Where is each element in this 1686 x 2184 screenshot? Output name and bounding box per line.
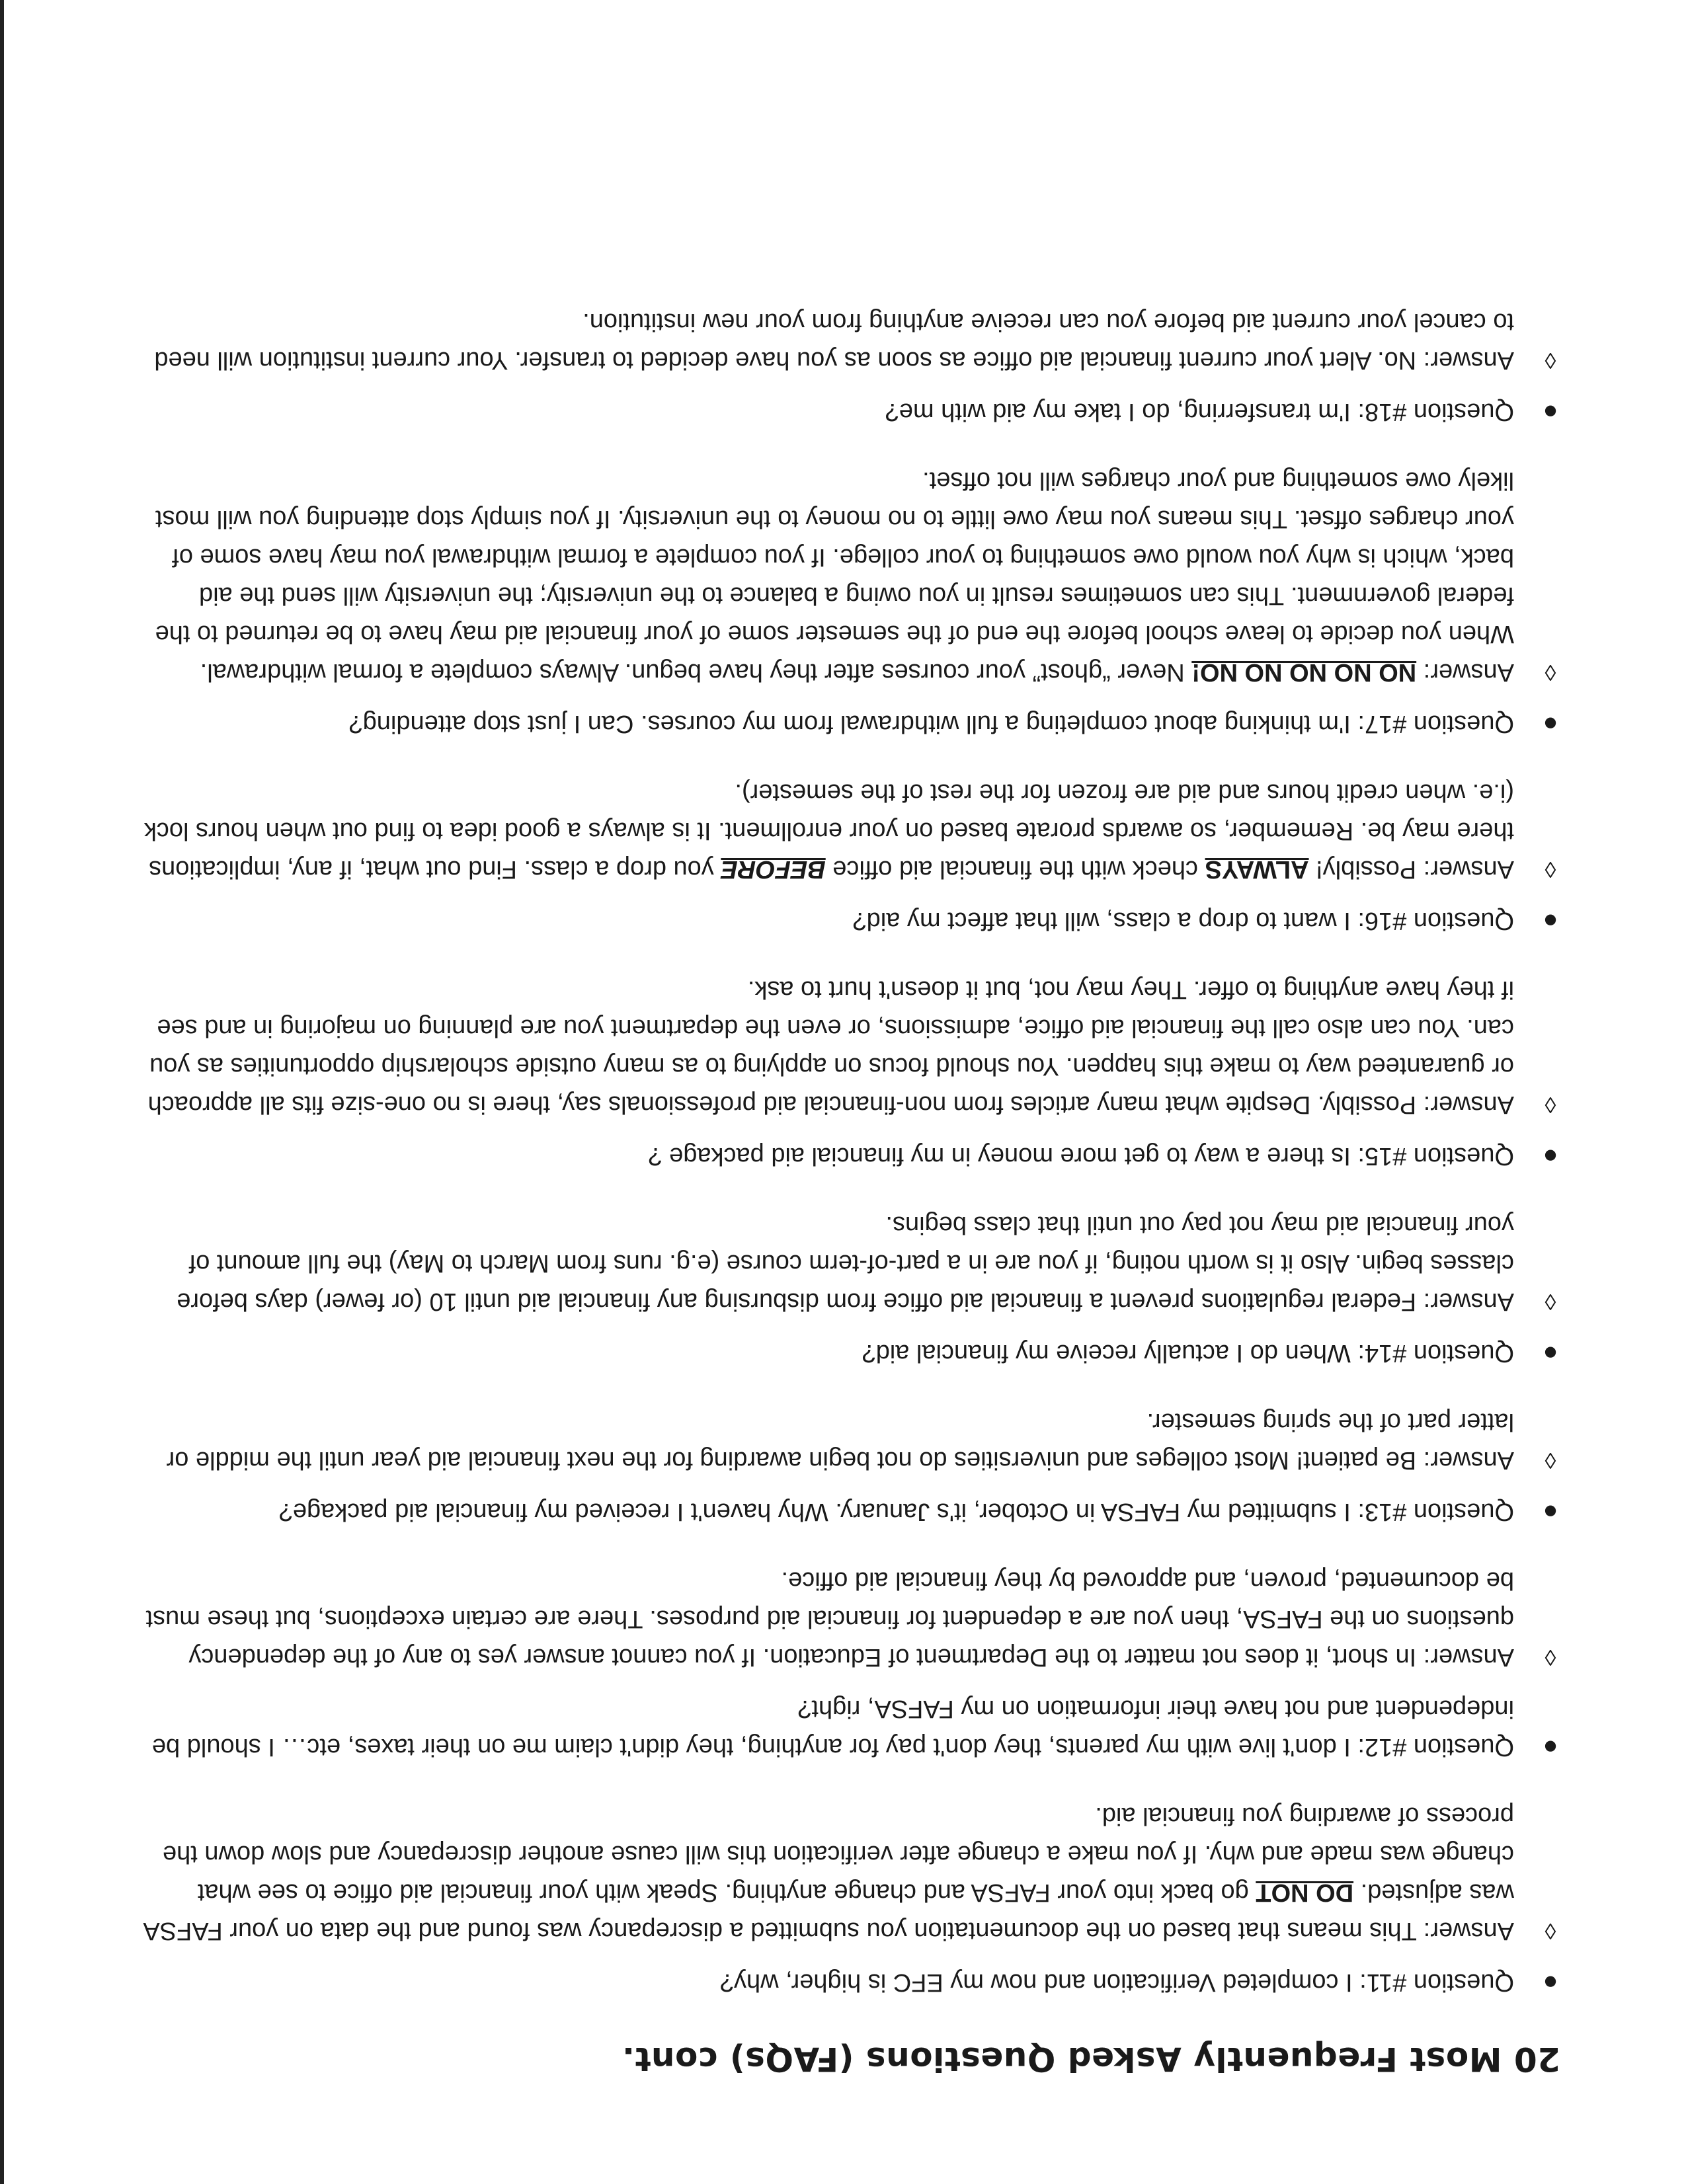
emphasis-text: DO NOT <box>1256 1879 1354 1906</box>
answer-text: Answer: This means that based on the documentation you submitted a discrepancy was found and the data on your FAFSA was adjusted. <box>144 1879 1514 1945</box>
faq-item-17 <box>139 461 1560 743</box>
faq-item-14 <box>139 1206 1560 1372</box>
answer-text: Answer: Possibly. Despite what many articles from non-financial aid professionals say, there is no one-size fits all approach or guaranteed way to make this happen. You should focus on applying to as many outside scholarship opportunities as you can. You can also call the financial aid office, admissions, or even the department you are planning on majoring in and see if they have anything to offer. They may not, but it doesn't hurt to ask. <box>147 976 1514 1118</box>
scan-edge-border <box>0 0 4 2184</box>
answer-text: Answer: In short, it does not matter to the Department of Education. If you cannot answer yes to any of the dependency questions on the FAFSA, then you are a dependent for financial aid purposes. There are certain exceptions, but these must be documented, proven, and approved by they financial aid office. <box>145 1567 1514 1671</box>
answer-text: Answer: No. Alert your current financial aid office as soon as you have decided to transfer. Your current institution will need to cancel your current aid before you can receive anything from your new institution. <box>154 308 1514 374</box>
faq-item-11 <box>139 1797 1560 2002</box>
answer-text: you drop a class. Find out what, if any, implications there may be. Remember, so awards prorate based on your enrollment. It is always a good idea to find out when hours lock (i.e. when credit hours and aid are frozen for the rest of the semester). <box>143 779 1514 883</box>
page-title: 20 Most Frequently Asked Questions (FAQs) cont. <box>622 2040 1560 2078</box>
diamond-icon: ◊ <box>1545 660 1556 685</box>
emphasis-text: BEFORE <box>721 855 826 883</box>
answer-text: Answer: Be patient! Most colleges and universities do not begin awarding for the next financial aid year until the middle or latter part of the spring semester. <box>166 1408 1514 1474</box>
faq-item-15 <box>139 970 1560 1175</box>
bullet-icon: ● <box>1543 1733 1558 1761</box>
faq-item-16 <box>139 773 1560 940</box>
faq-item-12 <box>139 1561 1560 1766</box>
question-text: Question #16: I want to drop a class, will that affect my aid? <box>852 907 1514 935</box>
bullet-icon: ● <box>1543 1969 1558 1996</box>
bullet-icon: ● <box>1543 1498 1558 1526</box>
answer-text: go back into your FAFSA and change anything. Speak with your financial aid office to see what change was made and why. If you make a change after verification this will cause another discrepancy and slow down the process of awarding you financial aid. <box>163 1802 1514 1906</box>
answer-text: check with the financial aid office <box>825 855 1205 883</box>
answer-text: Answer: Possibly! <box>1308 855 1514 883</box>
emphasis-text: NO NO NO NO NO! <box>1191 658 1417 686</box>
question-text: Question #17: I'm thinking about completing a full withdrawal from my courses. Can I just stop attending? <box>348 710 1514 738</box>
bullet-icon: ● <box>1543 398 1558 426</box>
answer-text: Answer: <box>1416 658 1514 686</box>
question-text: Question #15: Is there a way to get more money in my financial aid package ? <box>648 1142 1514 1170</box>
question-text: Question #12: I don't live with my parents, they don't pay for anything, they didn't claim me on their taxes, etc… I should be independent and not have their information on my FAFSA, right? <box>151 1695 1514 1761</box>
bullet-icon: ● <box>1543 1142 1558 1170</box>
diamond-icon: ◊ <box>1545 1645 1556 1670</box>
diamond-icon: ◊ <box>1545 1918 1556 1943</box>
document-body <box>139 272 1560 2078</box>
faq-item-13 <box>139 1403 1560 1531</box>
diamond-icon: ◊ <box>1545 1448 1556 1473</box>
diamond-icon: ◊ <box>1545 1092 1556 1117</box>
answer-text: Never “ghost” your courses after they have begun. Always complete a formal withdrawal. When you decide to leave school before the end of the semester some of your financial aid may have to be returned to the federal government. This can sometimes result in you owing a balance to the university; the university will send the aid back, which is why you would owe something to your college. If you complete a formal withdrawal you may have some of your charges offset. This means you may owe little to no money to the university. If you simply stop attending you will most likely owe something and your charges will not offset. <box>155 467 1514 686</box>
faq-item-18 <box>139 303 1560 431</box>
diamond-icon: ◊ <box>1545 348 1556 373</box>
question-text: Question #14: When do I actually receive my financial aid? <box>862 1339 1514 1367</box>
question-text: Question #18: I'm transferring, do I take my aid with me? <box>885 398 1514 426</box>
question-text: Question #13: I submitted my FAFSA in October, it's January. Why haven't I received my financial aid package? <box>278 1498 1514 1526</box>
diamond-icon: ◊ <box>1545 1289 1556 1314</box>
answer-text: Answer: Federal regulations prevent a financial aid office from disbursing any financial aid until 10 (or fewer) days before classes begin. Also it is worth noting, if you are in a part-of-term course (e.g. runs from March to May) the full amount of your financial aid may not pay out until that class begins. <box>177 1211 1514 1315</box>
question-text: Question #11: I completed Verification and now my EFC is higher, why? <box>719 1969 1514 1996</box>
bullet-icon: ● <box>1543 907 1558 935</box>
emphasis-text: ALWAYS <box>1205 855 1309 883</box>
bullet-icon: ● <box>1543 710 1558 738</box>
diamond-icon: ◊ <box>1545 857 1556 882</box>
bullet-icon: ● <box>1543 1339 1558 1367</box>
